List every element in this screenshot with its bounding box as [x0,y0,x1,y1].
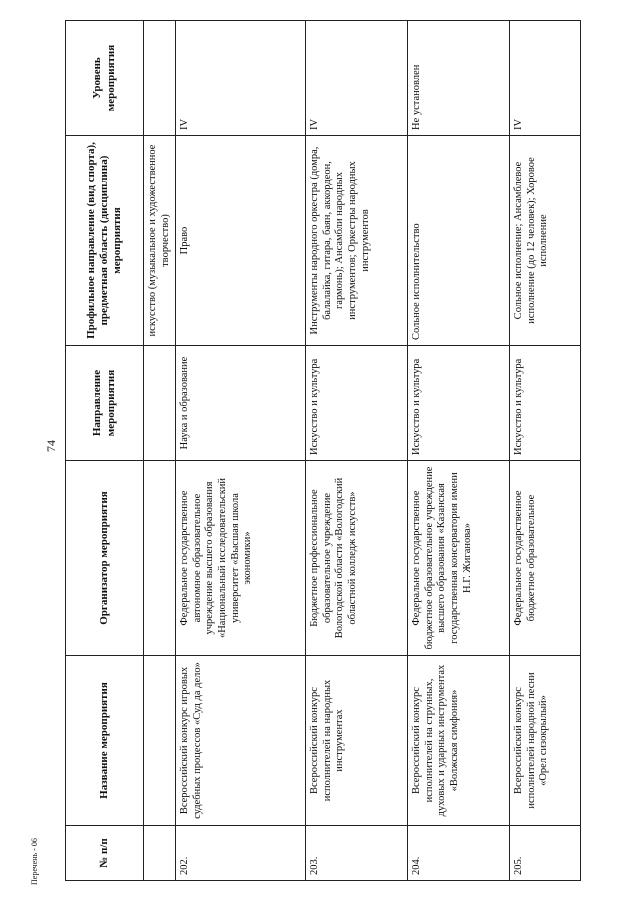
continuation-cell [144,346,176,461]
row-num: 202. [176,826,306,881]
row-direction: Наука и образование [176,346,306,461]
row-num: 203. [306,826,408,881]
row-profile: Сольное исполнительство [408,136,510,346]
row-profile: Сольное исполнение; Ансамблевое исполнение (до 12 человек); Хоровое исполнение [510,136,581,346]
footer-note: Перечень - 06 [30,838,39,885]
row-level: IV [510,21,581,136]
row-organizer: Федеральное государственное бюджетное образовательное учреждение высшего образования «Казанская государственная консерватория имени Н.Г. Жиганова» [408,461,510,656]
header-organizer: Организатор мероприятия [66,461,144,656]
table-row [408,21,510,881]
row-profile: Право [176,136,306,346]
row-name: Всероссийский конкурс игровых судебных процессов «Суд да дело» [176,656,306,826]
row-organizer: Федеральное государственное автономное образовательное учреждение высшего образования «Национальный исследовательский университет «Высшая школа экономики» [176,461,306,656]
table-header-row [66,21,144,881]
table-row [176,21,306,881]
row-name: Всероссийский конкурс исполнителей народной песни «Орел сизокрылый» [510,656,581,826]
header-direction: Направление мероприятия [66,346,144,461]
header-profile: Профильное направление (вид спорта), предметная область (дисциплина) мероприятия [66,136,144,346]
continuation-cell [144,21,176,136]
row-direction: Искусство и культура [510,346,581,461]
header-num: № п/п [66,826,144,881]
row-organizer: Федеральное государственное бюджетное образовательное [510,461,581,656]
header-name: Название мероприятия [66,656,144,826]
events-table [65,20,581,881]
row-name: Всероссийский конкурс исполнителей на народных инструментах [306,656,408,826]
row-name: Всероссийский конкурс исполнителей на струнных, духовых и ударных инструментах «Волжская симфония» [408,656,510,826]
row-num: 205. [510,826,581,881]
header-level: Уровень мероприятия [66,21,144,136]
events-table-wrapper [65,21,570,881]
continuation-cell [144,826,176,881]
table-row [510,21,581,881]
row-num: 204. [408,826,510,881]
continuation-cell [144,656,176,826]
row-level: Не установлен [408,21,510,136]
page-number: 74 [44,440,58,452]
row-direction: Искусство и культура [306,346,408,461]
row-profile: Инструменты народного оркестра (домра, балалайка, гитара, баян, аккордеон, гармонь); Ансамбли народных инструментов; Оркестры народных инструментов [306,136,408,346]
row-organizer: Бюджетное профессиональное образовательное учреждение Вологодской области «Вологодский областной колледж искусств» [306,461,408,656]
table-row [306,21,408,881]
continuation-row [144,21,176,881]
continuation-profile: искусство (музыкальное и художественное творчество) [144,136,176,346]
row-level: IV [306,21,408,136]
continuation-cell [144,461,176,656]
row-level: IV [176,21,306,136]
row-direction: Искусство и культура [408,346,510,461]
